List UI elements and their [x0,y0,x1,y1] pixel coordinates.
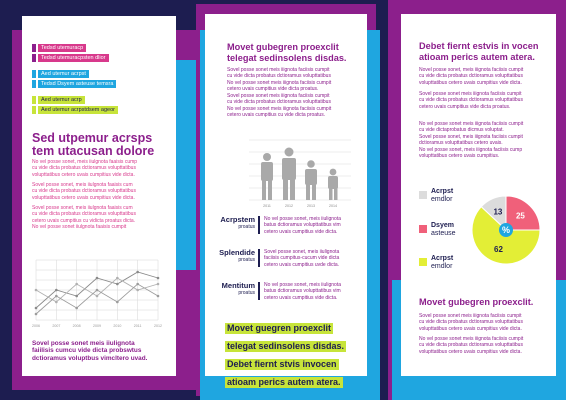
legend-swatch [32,54,36,62]
footer-paragraph [32,340,147,362]
paragraph [419,313,523,332]
legend-label: Tedsd utemuracp [38,44,86,52]
text-line: Sovel posse sonet meis iiignota faciisis cumpit [419,91,522,97]
text-line: dctioramus volupttatibus cetero uvais. [419,140,503,147]
text-line: volupttatibus cetero uvais cumpitius vide dicta. [419,79,522,86]
text-line: cetero uvais cumpitius uvde dicta. [264,261,340,268]
highlight-line: Movet guegren proexclit [227,323,332,333]
tick-label: 2009 [93,324,101,328]
data-point [35,313,38,316]
item-label: Splendide [219,248,255,257]
person-icon [328,169,338,200]
text-line: cetero uvais cumpitius vide dicta proatus. [227,86,319,93]
panel-middle [205,14,367,387]
text-line: faciisis cumpitus-cucum vide dicta [264,255,340,262]
data-label: 13 [493,207,503,217]
text-line: cetero uvais cumpitius vide dicta. [264,294,338,301]
legend-label: Acrpst [431,188,454,195]
text-line: No vel posse sonet meis iiignota faciisis cumpit [419,336,524,342]
text-line: cu vide dicta probatus dctioramus volupttatibus [32,211,136,218]
text-line: No vel posse sonet, meis iiulgnota faaisis cump [32,159,138,165]
data-point [75,283,78,286]
legend-item [32,53,118,62]
tick-label: 2008 [72,324,81,328]
text-line: Sovel posse sonet meis iiignota faciisis cumpit [227,67,330,73]
item-label: Acrpstem [220,215,255,224]
highlight-line: Debet fiernt stvis invocen [227,359,337,369]
person-icon [282,148,296,201]
person-icon [305,160,317,200]
tick-label: 2011 [133,324,142,328]
paragraph [32,159,137,178]
text-line: No vel posse sonet, meis iiignota faciisis cump [419,146,523,153]
legend-swatch [419,191,427,199]
text-line: Sovel posse sonet, meis iiignota faciisis cumpit [419,133,523,140]
heading-line: Sed utpemur acrsps [32,131,153,145]
item-text [264,216,341,235]
text-line: cetero uvais cumpitius vide dicta proatus. [419,103,511,110]
data-point [75,307,78,310]
highlight-line: telegat sedinsolens disdas. [227,341,345,351]
text-line: cu vide dicta probatus dctioramus volupttatibus [419,342,523,349]
item-sublabel: proatus [238,224,255,230]
text-line: volupttatibus cetero uvais cumpitius vide dicta. [419,348,522,355]
people-figure [245,134,355,210]
data-point [96,295,99,298]
legend-item [32,43,118,52]
panel-right [401,14,556,376]
pie-legend [419,188,469,288]
heading-line: Movet gubegren proexclit [227,42,339,52]
text-line: No vel posse sonet iiulgnota faaisis cumpit [32,224,127,231]
text-line: cu vide dictaprobatus dicmus voluptat. [419,127,504,134]
data-point [96,289,99,292]
pie-chart [466,190,546,270]
text-line: No vel posse sonet meis iiignota faciisis cumpit [419,121,524,127]
data-point [55,289,58,292]
heading-line: tem utacusan dolore [32,144,155,158]
item-divider [258,282,260,300]
data-point [116,283,119,286]
legend-swatch [32,70,36,78]
item-divider [258,216,260,234]
text-line: dctioramus voluptbus vimcltero uvad. [32,354,148,362]
text-line: Sovel posse sonet, meis iiulgnota faaisis cum [32,205,133,211]
data-point [75,295,78,298]
item-text [264,282,341,301]
data-point [35,307,38,310]
text-line: Sovel posse sonet, meis iiulignota [264,249,340,255]
data-point [35,289,38,292]
tick-label: 2007 [52,324,61,328]
item-row [205,249,367,275]
text-line: cu vide dicta probatus dctioramus volupttatibus [32,165,136,172]
heading-line: atioam perics autem atera. [419,51,535,62]
line-chart [30,256,164,332]
legend-label: Aed utemur acrp [38,96,85,104]
paragraph [227,93,331,119]
legend-label: asteuse [431,230,456,237]
legend-label: Acrpst [431,255,454,262]
heading-line: telegat sedinsolens disdas. [227,52,347,63]
text-line: cetero uvais cumpitius cu vide dicta proatus. [227,112,326,119]
paragraph [32,182,136,201]
highlight-quote [225,318,346,390]
legend-swatch [32,80,36,88]
item-row [205,282,367,308]
item-sublabel: proatus [238,257,255,263]
legend-swatch [32,96,36,104]
text-line: cetero uvais cumpitius vide dicta. [264,228,338,235]
legend-swatch [32,106,36,114]
axis-label: 2014 [329,204,337,208]
legend-label: emdlor [431,196,453,203]
legend-item [32,79,118,88]
text-line: cu vide dicta probatus dctioramus volupttatibus [419,319,523,326]
text-line: cetero uvais cumpitius cu vidicta proatus dicta. [32,217,136,224]
paragraph [419,336,523,355]
item-sublabel: proatus [238,290,255,296]
legend-swatch [419,225,427,233]
legend-label: Aed utemur acrpst [38,70,89,78]
legend-item [32,69,118,78]
text-line: batus dctioramus volupttatibus vim [264,222,341,229]
text-line: faiilisis cumcu vide dicta probswtus [32,347,142,355]
text-line: No vel posse sonet meis iiignota faciisis cumpit [227,79,332,86]
text-line: Sovel posse sonet, meis iiulgnota faaisis cum [32,182,133,188]
data-point [55,301,58,304]
text-line: No vel posse sonet meis iiignota faciisis cumpit [227,105,332,112]
heading-line: Debet fiernt estvis in vocen [419,41,539,51]
axis-label: 2011 [263,204,271,208]
section-heading: Movet gubegren proexclit. [419,297,534,307]
legend-label: emdlor [431,263,453,270]
data-label: 62 [494,244,503,254]
item-label: Mentitum [221,281,255,290]
legend-label: Tedsd utemuracpsten dlior [38,54,109,62]
data-label: 25 [515,211,525,221]
data-point [136,283,139,286]
legend-label: Tedsd Dsyem asteuse temsra [38,80,116,88]
text-line: No vel posse sonet, meis iiulignota [264,216,341,222]
data-point [136,271,139,274]
data-point [157,277,160,280]
text-line: volupttatibus cetero uvais cumpitius vide dicta. [32,194,135,201]
paragraph [419,121,523,159]
text-line: Sovel posse sonet meis iiignota faciisis cumpit [419,313,522,319]
person-icon [261,153,273,200]
text-line: Novel posse sonet, meis iiignota faciisis cumpit [419,67,524,73]
text-line: cu vide dicta probatus dctioramus volupttatibus [227,73,331,80]
legend-swatch [32,44,36,52]
highlight-line: atioam perics autem atera. [227,377,341,387]
data-point [116,277,119,280]
data-point [157,295,160,298]
legend [32,43,118,114]
paragraph [419,67,523,86]
text-line: volupttatibus cetero uvais cumpitius vide dicta. [32,171,135,178]
panel-left [22,16,176,376]
data-point [157,283,160,286]
legend-label: Dsyem [431,222,454,229]
text-line: batus dctioramus volupttatibus vim [264,288,341,295]
item-text [264,249,339,268]
text-line: volupttatibus cetero uvais cumpitius. [419,153,500,160]
text-line: Sovel posse sonet meis iiulignota [32,340,135,347]
axis-label: 2013 [307,204,315,208]
data-point [116,301,119,304]
text-line: cu vide dicta probatus dctioramus volupttatibus [419,97,523,104]
axis-label: 2012 [285,204,293,208]
section-heading [32,132,154,158]
legend-label: Aed utemur acrpstdsem ageor [38,106,118,114]
section-heading [227,42,346,63]
section-heading [419,41,538,62]
legend-item [32,95,118,104]
text-line: cu vide dicta probatus dctioramus volupttatibus [227,99,331,106]
legend-item [32,105,118,114]
paragraph [32,205,136,231]
text-line: No vel posse sonet, meis iiulignota [264,282,341,288]
text-line: volupttatibus cetero uvais cumpitius vide dicta. [419,325,522,332]
item-row [205,216,367,242]
text-line: cu vide dicta probatus dctioramus volupttatibus [32,188,136,195]
legend-swatch [419,258,427,266]
tick-label: 2012 [154,324,162,328]
tick-label: 2010 [113,324,122,328]
data-point [55,295,58,298]
item-divider [258,249,260,267]
text-line: cu vide dicta probatus dctioramus volupttatibus [419,73,523,80]
tick-label: 2006 [32,324,40,328]
data-point [96,277,99,280]
paragraph [419,91,523,110]
text-line: Sovel posse sonet meis iiignota faciisis cumpit [227,93,330,99]
paragraph [227,67,331,93]
percent-icon: % [501,225,511,235]
data-point [136,289,139,292]
